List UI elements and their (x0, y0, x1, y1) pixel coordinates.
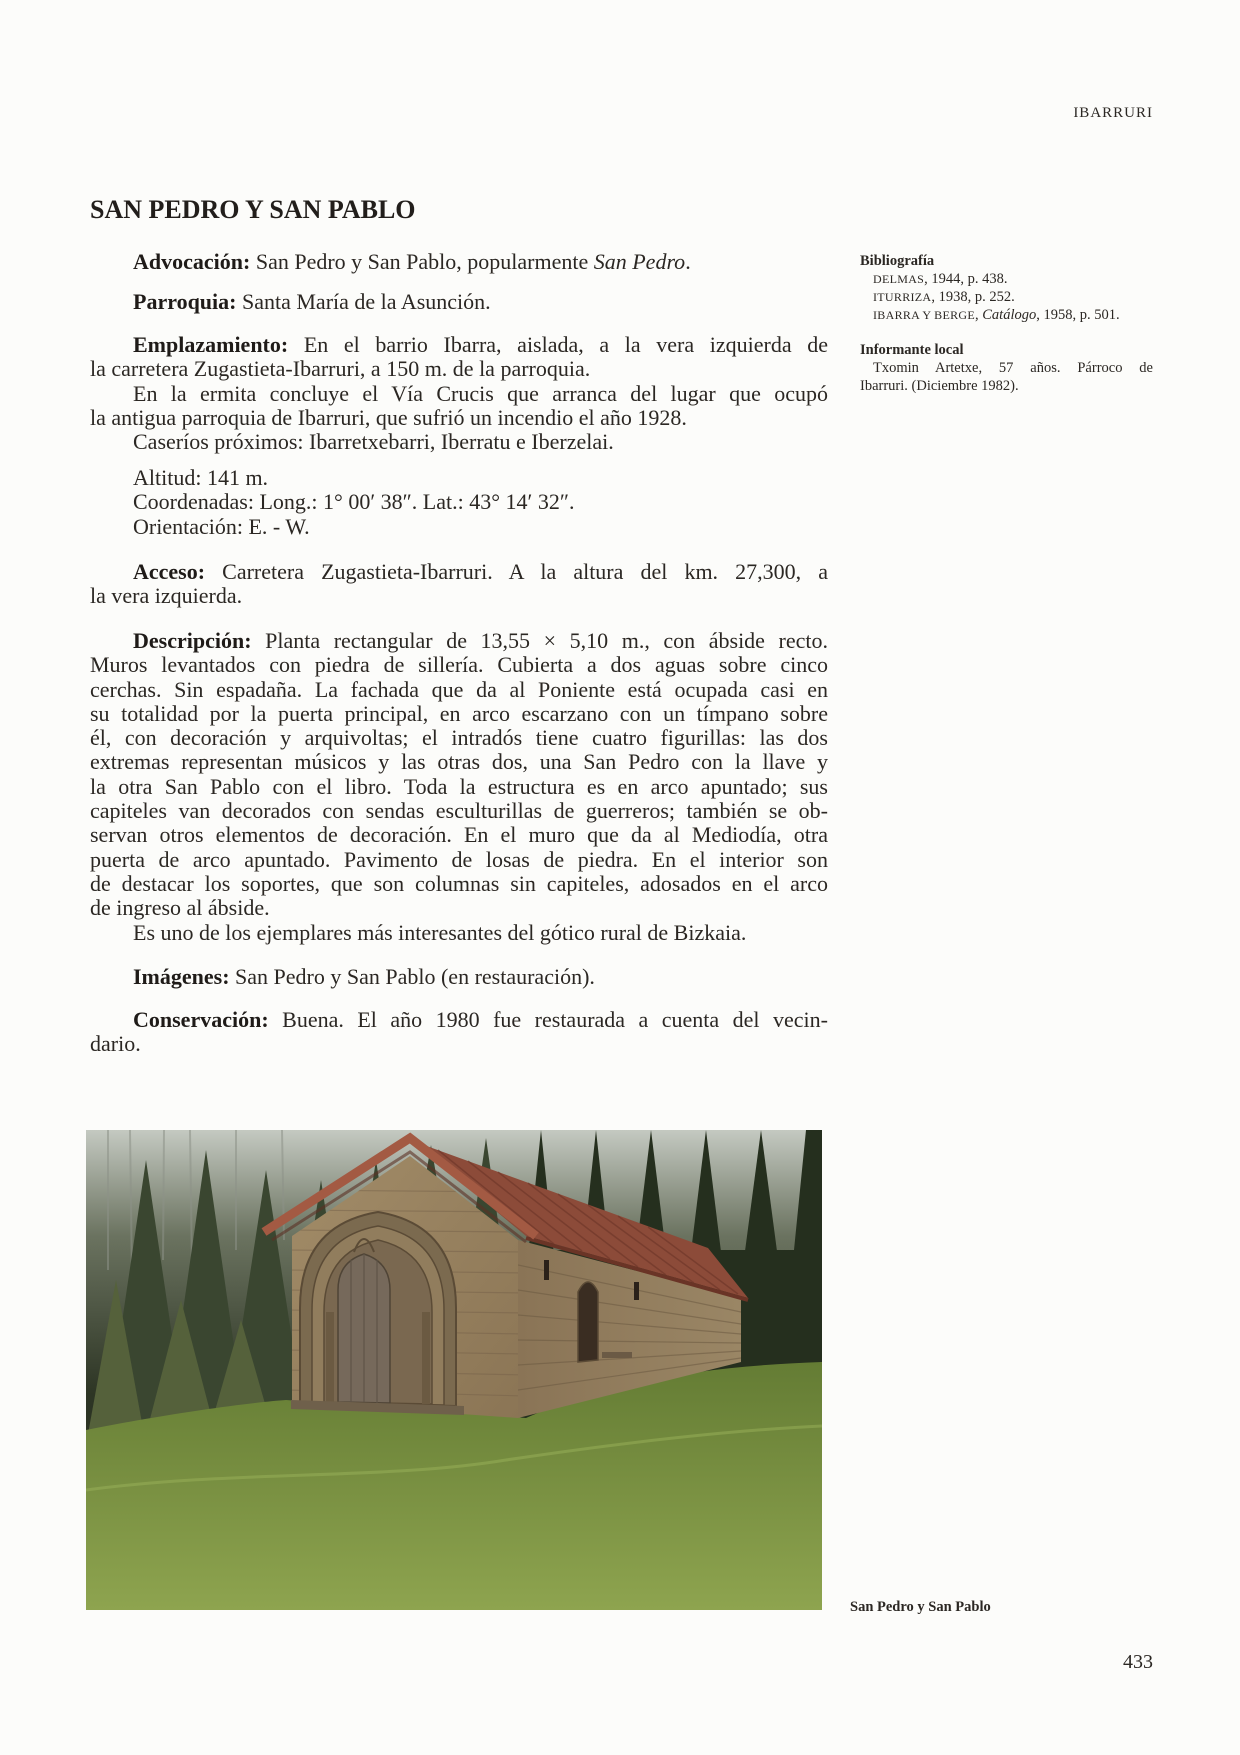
descripcion-line: la otra San Pablo con el libro. Toda la estructura es en arco apuntado; sus (90, 773, 828, 799)
imagenes-line (90, 965, 828, 989)
parroquia-line (90, 290, 828, 314)
chapel-photo-image (86, 1130, 822, 1610)
emplazamiento-line: la carretera Zugastieta-Ibarruri, a 150 m. de la parroquia. (90, 356, 591, 382)
imagenes-label: Imágenes: (133, 964, 230, 989)
bibliografia-heading: Bibliografía (860, 253, 935, 269)
advocacion-end: . (685, 249, 691, 274)
informante-heading: Informante local (860, 342, 964, 358)
bibliography-author: ITURRIZA (873, 290, 932, 304)
descripcion-line: capiteles van decorados con sendas esculturillas de guerreros; también se ob- (90, 798, 828, 824)
descripcion-line: cerchas. Sin espadaña. La fachada que da al Poniente está ocupada casi en (90, 676, 828, 702)
acceso-first-line (90, 560, 828, 584)
descripcion-line: Muros levantados con piedra de sillería. Cubierta a dos aguas sobre cinco (90, 652, 828, 678)
emplazamiento-first-line (90, 333, 828, 357)
informante-line: Txomin Artetxe, 57 años. Párroco de (873, 360, 1153, 376)
emplazamiento-text: En el barrio Ibarra, aislada, a la vera izquierda de (303, 332, 828, 357)
page-number: 433 (1123, 1651, 1153, 1673)
descripcion-line: de destacar los soportes, que son columnas sin capiteles, adosados en el arco (90, 870, 828, 896)
descripcion-label: Descripción: (133, 628, 252, 653)
altitud-line: Altitud: 141 m. (133, 465, 269, 490)
entry-title: SAN PEDRO Y SAN PABLO (90, 195, 416, 224)
bibliography-author: DELMAS (873, 272, 925, 286)
conservacion-first-line (90, 1008, 828, 1032)
side-window (544, 1260, 549, 1280)
descripcion-line: puerta de arco apuntado. Pavimento de losas de piedra. En el interior son (90, 846, 828, 872)
side-window (634, 1282, 639, 1300)
descripcion-first-line (90, 629, 828, 653)
bibliografia-section (860, 252, 1153, 324)
bibliography-ref: , 1944, p. 438. (924, 271, 1008, 287)
advocacion-label: Advocación: (133, 249, 251, 274)
conservacion-line: dario. (90, 1031, 141, 1057)
bibliography-ref: , 1958, p. 501. (1036, 307, 1120, 323)
location-data-section (90, 466, 828, 539)
emplazamiento-label: Emplazamiento: (133, 332, 289, 357)
advocacion-text: San Pedro y San Pablo, popularmente (255, 249, 589, 274)
descripcion-text: Planta rectangular de 13,55 × 5,10 m., con ábside recto. (265, 628, 829, 653)
advocacion-section (90, 250, 828, 274)
side-door (578, 1282, 598, 1362)
caserios-line: Caseríos próximos: Ibarretxebarri, Iberratu e Iberzelai. (133, 429, 614, 455)
descripcion-line: su totalidad por la puerta principal, en arco escarzano con un tímpano sobre (90, 700, 828, 726)
descripcion-line: él, con decoración y arquivoltas; el intradós tiene cuatro figurillas: las dos (90, 725, 828, 751)
advocacion-popular-name: San Pedro (593, 249, 686, 274)
acceso-section (90, 560, 828, 609)
photo-caption: San Pedro y San Pablo (850, 1599, 991, 1615)
acceso-text: Carretera Zugastieta-Ibarruri. A la altura del km. 27,300, a (222, 559, 828, 584)
gotico-line: Es uno de los ejemplares más interesantes del gótico rural de Bizkaia. (133, 919, 747, 945)
bibliography-sep: , (975, 307, 979, 323)
informante-line: Ibarruri. (Diciembre 1982). (860, 378, 1019, 394)
advocacion-line (90, 250, 828, 274)
imagenes-section (90, 965, 828, 989)
coordenadas-line: Coordenadas: Long.: 1° 00′ 38″. Lat.: 43° 14′ 32″. (133, 489, 575, 515)
bibliography-author: IBARRA Y BERGE (873, 308, 975, 322)
parroquia-label: Parroquia: (133, 289, 237, 314)
bibliography-ref: , 1938, p. 252. (931, 289, 1015, 305)
ermita-line: la antigua parroquia de Ibarruri, que sufrió un incendio el año 1928. (90, 404, 687, 430)
bibliography-item (860, 270, 1153, 288)
running-head: IBARRURI (1073, 105, 1153, 121)
parroquia-text: Santa María de la Asunción. (241, 289, 491, 314)
ermita-line: En la ermita concluye el Vía Crucis que arranca del lugar que ocupó (133, 380, 828, 406)
chapel-photo (86, 1130, 822, 1610)
orientacion-line: Orientación: E. - W. (133, 513, 310, 539)
emplazamiento-section (90, 333, 828, 454)
acceso-line: la vera izquierda. (90, 583, 243, 609)
imagenes-text: San Pedro y San Pablo (en restauración). (235, 964, 595, 989)
parroquia-section (90, 290, 828, 314)
bibliography-item (860, 306, 1153, 324)
conservacion-text: Buena. El año 1980 fue restaurada a cuenta del vecin- (282, 1007, 828, 1032)
conservacion-label: Conservación: (133, 1007, 269, 1032)
informante-section (860, 341, 1153, 395)
descripcion-section (90, 629, 828, 945)
descripcion-line: servan otros elementos de decoración. En el muro que da al Mediodía, otra (90, 822, 828, 848)
acceso-label: Acceso: (133, 559, 206, 584)
conservacion-section (90, 1008, 828, 1057)
bibliography-item (860, 288, 1153, 306)
descripcion-line: extremas representan músicos y las otras dos, una San Pedro con la llave y (90, 749, 828, 775)
bibliography-work-title: Catálogo (982, 307, 1037, 323)
descripcion-line: de ingreso al ábside. (90, 895, 270, 921)
